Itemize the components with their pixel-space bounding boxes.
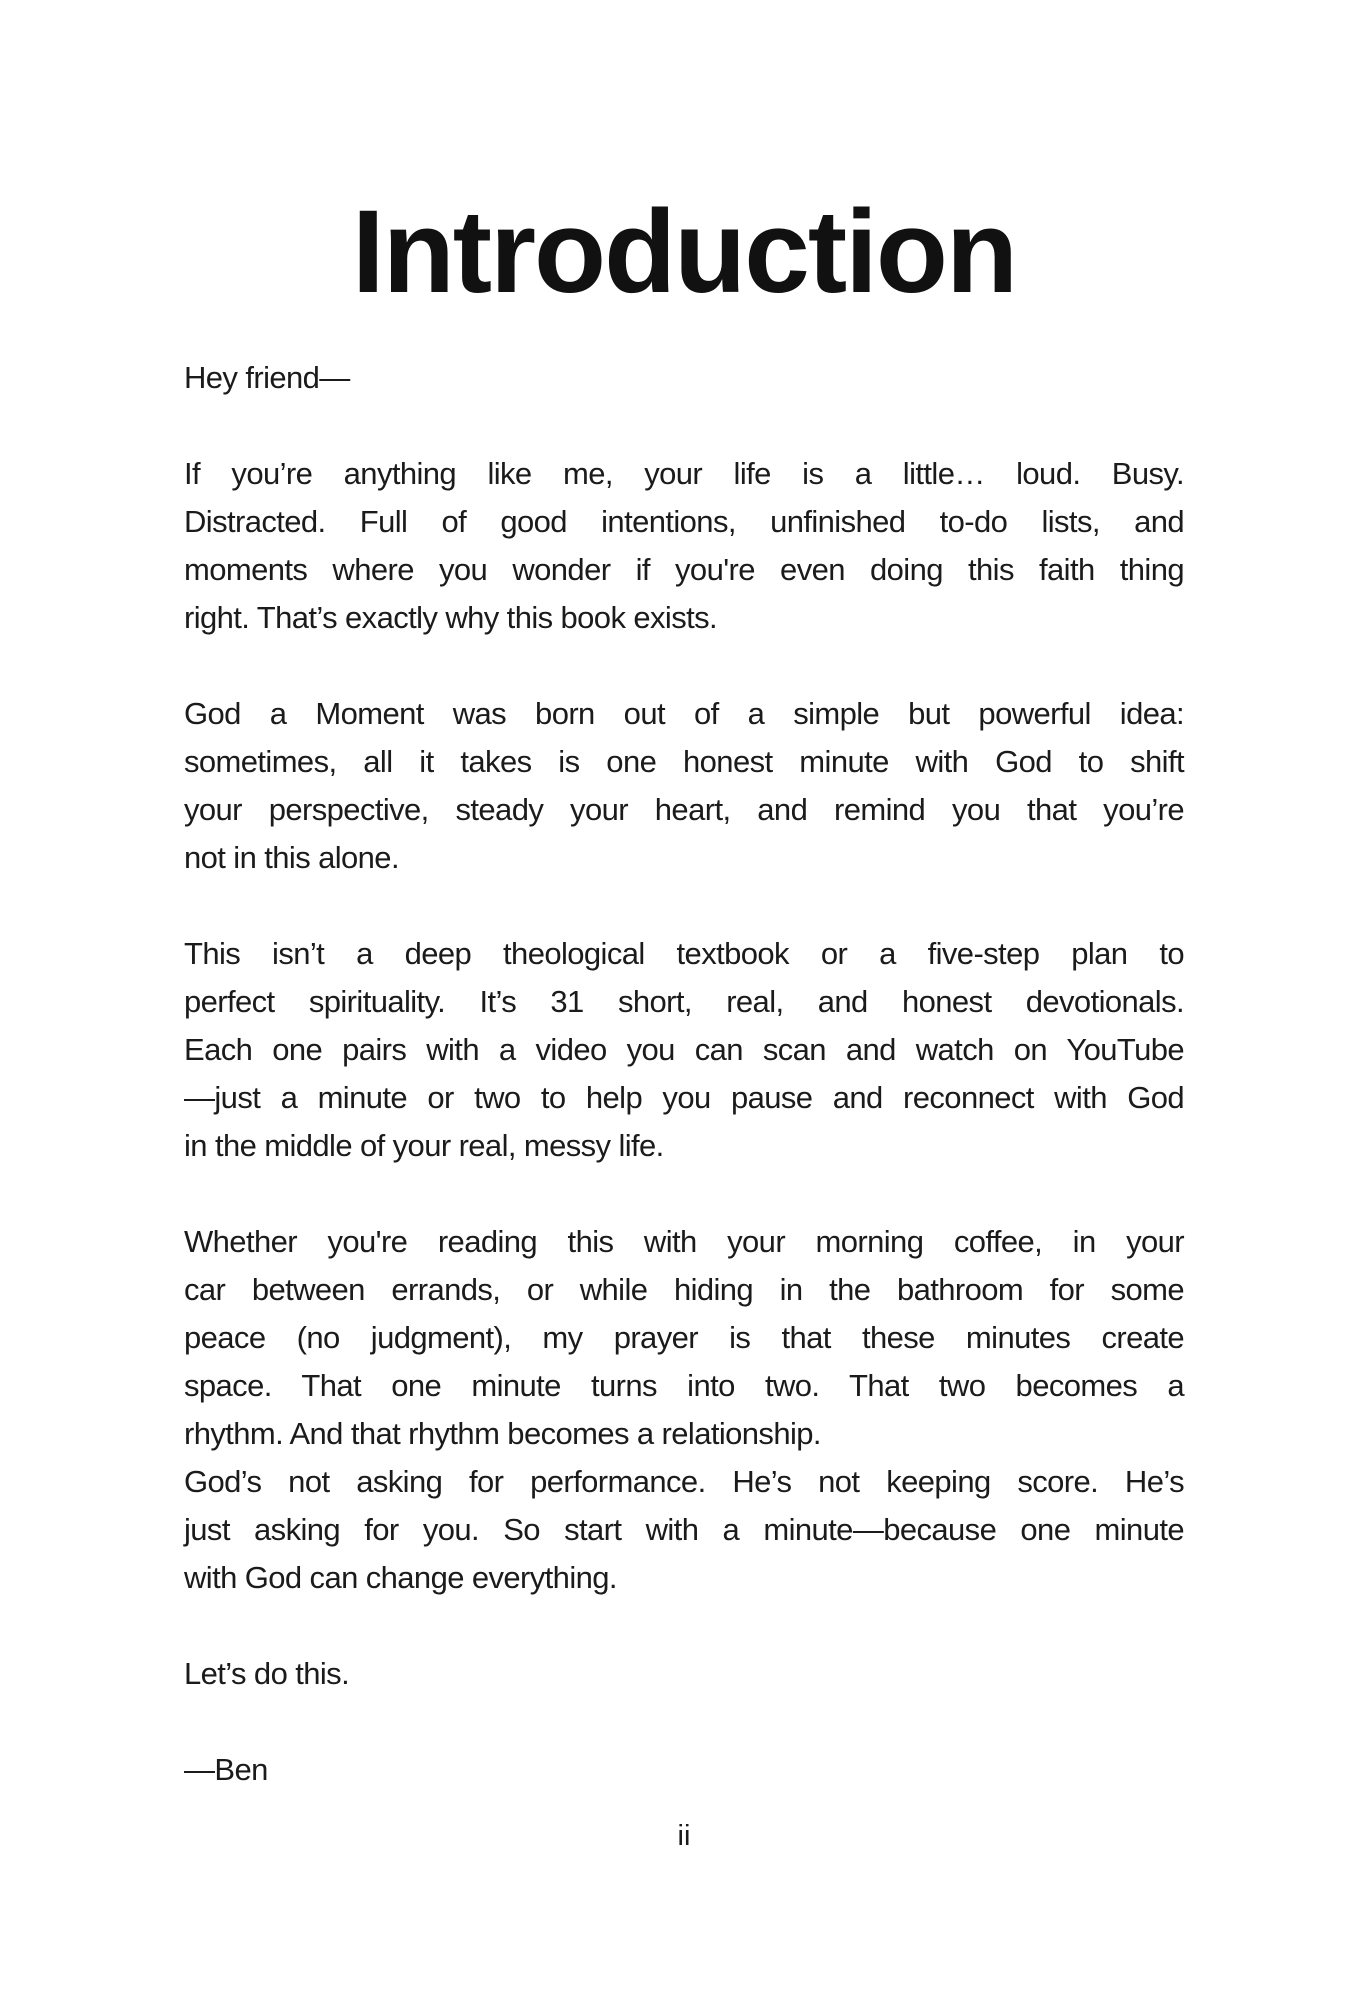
paragraph-line: Whether you're reading this with your morning coffee, in your [184,1224,1184,1259]
paragraph-line: God’s not asking for performance. He’s not keeping score. He’s [184,1464,1184,1499]
signature: —Ben [184,1752,268,1787]
paragraph [184,690,1184,882]
paragraph-line: with God can change everything. [184,1560,617,1595]
paragraph-line: not in this alone. [184,840,399,875]
paragraph-line: perfect spirituality. It’s 31 short, real, and honest devotionals. [184,984,1184,1019]
paragraph-line: rhythm. And that rhythm becomes a relationship. [184,1416,821,1451]
paragraph-line: Each one pairs with a video you can scan and watch on YouTube [184,1032,1184,1067]
paragraph-line: your perspective, steady your heart, and remind you that you’re [184,792,1184,827]
paragraph-line: space. That one minute turns into two. That two becomes a [184,1368,1184,1403]
paragraph-line: moments where you wonder if you're even doing this faith thing [184,552,1184,587]
greeting: Hey friend— [184,360,350,395]
paragraph-line: peace (no judgment), my prayer is that these minutes create [184,1320,1184,1355]
paragraph [184,450,1184,642]
page-title: Introduction [351,186,1017,318]
paragraph-line: just asking for you. So start with a minute—because one minute [184,1512,1184,1547]
page-number: ii [677,1820,691,1852]
paragraph [184,930,1184,1170]
paragraph-line: car between errands, or while hiding in the bathroom for some [184,1272,1184,1307]
paragraph-line: Distracted. Full of good intentions, unfinished to-do lists, and [184,504,1184,539]
paragraph-line: —just a minute or two to help you pause and reconnect with God [184,1080,1184,1115]
paragraph [184,1458,1184,1602]
paragraph-line: in the middle of your real, messy life. [184,1128,664,1163]
paragraph-line: God a Moment was born out of a simple but powerful idea: [184,696,1184,731]
paragraph-line: This isn’t a deep theological textbook or a five-step plan to [184,936,1184,971]
paragraph-line: If you’re anything like me, your life is a little… loud. Busy. [184,456,1184,491]
document-body [184,354,1184,1794]
paragraph [184,1218,1184,1458]
closing: Let’s do this. [184,1656,350,1691]
paragraph-line: sometimes, all it takes is one honest minute with God to shift [184,744,1184,779]
paragraph-line: right. That’s exactly why this book exists. [184,600,718,635]
paragraphs [184,450,1184,1602]
